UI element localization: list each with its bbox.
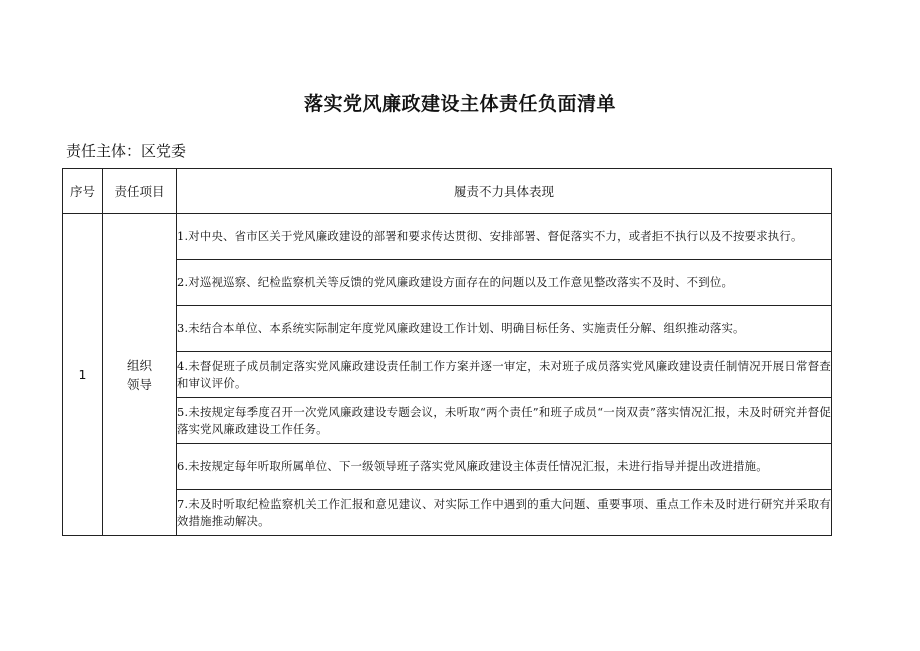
responsibility-subject — [66, 140, 186, 161]
table-row — [63, 490, 832, 536]
item-label-line-2: 领导 — [126, 376, 152, 392]
manifestation-cell-2: 2.对巡视巡察、纪检监察机关等反馈的党风廉政建设方面存在的问题以及工作意见整改落实不及时、不到位。 — [177, 260, 832, 306]
manifestation-cell-4: 4.未督促班子成员制定落实党风廉政建设责任制工作方案并逐一审定，未对班子成员落实党风廉政建设责任制情况开展日常督查和审议评价。 — [177, 352, 832, 398]
table-row — [63, 260, 832, 306]
manifestation-cell-1: 1.对中央、省市区关于党风廉政建设的部署和要求传达贯彻、安排部署、督促落实不力，或者拒不执行以及不按要求执行。 — [177, 214, 832, 260]
table-row — [63, 214, 832, 260]
manifestation-cell-6: 6.未按规定每年听取所属单位、下一级领导班子落实党风廉政建设主体责任情况汇报，未进行指导并提出改进措施。 — [177, 444, 832, 490]
header-serial-number: 序号 — [63, 169, 103, 214]
responsibility-item-cell — [103, 214, 177, 536]
header-responsibility-item: 责任项目 — [103, 169, 177, 214]
serial-number-cell: 1 — [63, 214, 103, 536]
subject-label: 责任主体： — [66, 142, 142, 160]
manifestation-cell-3: 3.未结合本单位、本系统实际制定年度党风廉政建设工作计划、明确目标任务、实施责任分解、组织推动落实。 — [177, 306, 832, 352]
table-row — [63, 398, 832, 444]
table-row — [63, 444, 832, 490]
table-header-row — [63, 169, 832, 214]
negative-list-table — [62, 168, 832, 536]
table-row — [63, 306, 832, 352]
header-specific-manifestation: 履责不力具体表现 — [177, 169, 832, 214]
manifestation-cell-5: 5.未按规定每季度召开一次党风廉政建设专题会议，未听取“两个责任”和班子成员“一岗双责”落实情况汇报，未及时研究并督促落实党风廉政建设工作任务。 — [177, 398, 832, 444]
document-title: 落实党风廉政建设主体责任负面清单 — [303, 93, 616, 115]
item-label-line-1: 组织 — [126, 357, 152, 373]
manifestation-cell-7: 7.未及时听取纪检监察机关工作汇报和意见建议、对实际工作中遇到的重大问题、重要事项、重点工作未及时进行研究并采取有效措施推动解决。 — [177, 490, 832, 536]
table-row — [63, 352, 832, 398]
subject-value: 区党委 — [141, 142, 187, 160]
